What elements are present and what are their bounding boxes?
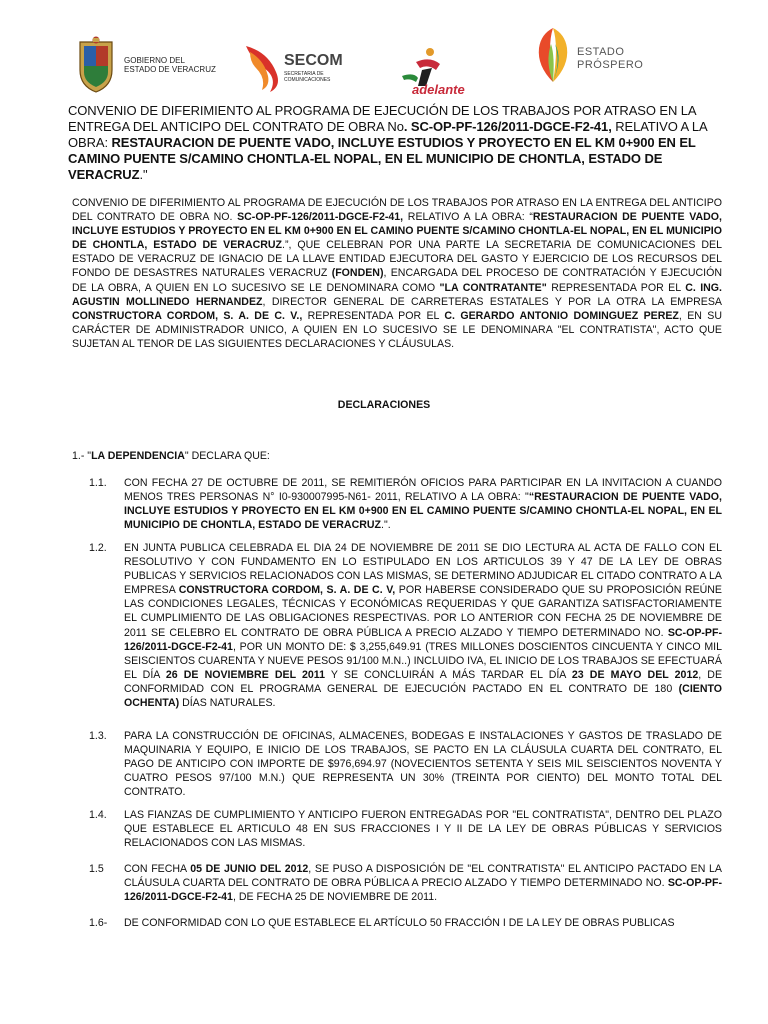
item-text-3: , POR UN MONTO DE: $ 3,255,649.91 (TRES MILLONES DOSCIENTOS CINCUENTA Y CINCO MIL SEISCIENTOS CUARENTA Y NUEVE PESOS 91/100 M.N..) INCLUIDO IVA, EL INICIO DE LOS TRABAJOS SE EFECTUARÁ EL DÍA [124,640,722,681]
item-number: 1.1. [89,477,107,489]
item-number: 1.2. [89,542,107,554]
intro-text-2: RELATIVO A LA OBRA: “ [403,211,533,224]
item-bold-1: CONSTRUCTORA CORDOM, S. A. DE C. V, [178,584,396,597]
item-text-1: CON FECHA 27 DE OCTUBRE DE 2011, SE REMITIERÓN OFICIOS PARA PARTICIPAR EN LA INVITACION A CUANDO MENOS TRES PERSONAS N° I0-930007995-N61- 2011, RELATIVO A LA OBRA: " [124,477,722,504]
item-bold-5: (CIENTO OCHENTA) [124,682,722,710]
title-contract-number: . SC-OP-PF-126/2011-DGCE-F2-41, [403,119,612,134]
item-bold-1: “RESTAURACION DE PUENTE VADO, INCLUYE ESTUDIOS Y PROYECTO EN EL KM 0+900 EN EL CAMINO PUENTE S/CAMINO CHONTLA-EL NOPAL, EN EL MUNICIPIO DE CHONTLA, ESTADO DE VERACRUZ [124,491,722,532]
prospero-logo-line1: ESTADO [577,46,625,58]
item-bold-3: 26 DE NOVIEMBRE DEL 2011 [165,668,325,681]
intro-text-6: , DIRECTOR GENERAL DE CARRETERAS ESTATALES Y POR LA OTRA LA EMPRESA [262,295,722,308]
item-text-4: Y SE CONCLUIRÁN A MÁS TARDAR EL DÍA [324,668,572,681]
item-text-6: DÍAS NATURALES. [179,697,276,710]
logo-header [0,18,768,98]
intro-bold-4: "LA CONTRATANTE" [439,281,547,294]
secom-logo-name: SECOM [284,52,343,69]
secom-logo [242,42,342,102]
estado-prospero-logo [533,26,653,92]
item-text-2: POR HABERSE CONSIDERADO QUE SU PROPOSICIÓN REÚNE LAS CONDICIONES LEGALES, TÉCNICAS Y ECONÓMICAS REQUERIDAS Y QUE GARANTIZA SATISFACTORIAMENTE EL CUMPLIMIENTO DE LAS OBLIGACIONES RESPECTIVAS. POR LO ANTERIOR CON FECHA 25 DE NOVIEMBRE DE 2011 SE CELEBRO EL CONTRATO DE OBRA PÚBLICA A PRECIO ALZADO Y TIEMPO DETERMINADO NO. [124,584,722,639]
item-text [124,862,722,904]
item-text-3: , DE FECHA 25 DE NOVIEMBRE DE 2011. [232,891,438,904]
prospero-leaf-icon [533,26,573,84]
declaraciones-heading: DECLARACIONES [337,399,431,411]
item-bold-4: 23 DE MAYO DEL 2012 [571,668,699,681]
adelante-logo [392,46,488,100]
intro-paragraph [72,196,722,351]
item-bold-2: SC-OP-PF-126/2011-DGCE-F2-41 [124,877,722,904]
item-bold-1: 05 DE JUNIO DEL 2012 [190,863,309,875]
secom-logo-line2: COMUNICACIONES [284,77,331,83]
item-number: 1.6- [89,917,108,929]
intro-bold-3: (FONDEN) [331,267,384,280]
item-bold-2: SC-OP-PF-126/2011-DGCE-F2-41 [124,626,722,653]
prospero-logo-line2: PRÓSPERO [577,59,644,71]
document-title [68,103,718,183]
intro-text-1: CONVENIO DE DIFERIMIENTO AL PROGRAMA DE EJECUCIÓN DE LOS TRABAJOS POR ATRASO EN LA ENTREGA DEL ANTICIPO DEL CONTRATO DE OBRA NO. [72,197,722,224]
item-text: LAS FIANZAS DE CUMPLIMIENTO Y ANTICIPO FUERON ENTREGADAS POR "EL CONTRATISTA", DENTRO DEL PLAZO QUE ESTABLECE EL ARTICULO 48 EN SUS FRACCIONES I Y II DE LA LEY DE OBRAS PÚBLICAS Y SERVICIOS RELACIONADOS CON LAS MISMAS. [124,809,722,850]
title-part3: RELATIVO A LA OBRA: [68,119,707,150]
intro-text-4: , ENCARGADA DEL PROCESO DE CONTRATACIÓN Y EJECUCIÓN DE LA OBRA, A QUIEN EN LO SUCESIVO SE LE DENOMINARA COMO [72,267,722,294]
sub-pre: 1.- " [72,450,92,462]
intro-text-3: .”, QUE CELEBRAN POR UNA PARTE LA SECRETARIA DE COMUNICACIONES DEL ESTADO DE VERACRUZ DE IGNACIO DE LA LLAVE ENTIDAD EJECUTORA DEL GASTO Y EJERCICIO DE LOS RECURSOS DEL FONDO DE DESASTRES NATURALES VERACRUZ [72,239,722,280]
item-number: 1.5 [89,863,104,875]
item-text [124,476,722,532]
item-text-5: , DE CONFORMIDAD CON EL PROGRAMA GENERAL DE EJECUCIÓN PACTADO EN EL CONTRATO DE 180 [124,668,723,695]
veracruz-logo-line2: ESTADO DE VERACRUZ [124,65,216,74]
adelante-logo-text: adelante [412,82,465,97]
veracruz-logo [74,36,234,96]
item-text: DE CONFORMIDAD CON LO QUE ESTABLECE EL ARTÍCULO 50 FRACCIÓN I DE LA LEY DE OBRAS PUBLICAS [124,917,675,929]
intro-bold-6: CONSTRUCTORA CORDOM, S. A. DE C. V., [72,309,303,322]
intro-text-5: REPRESENTADA POR EL [546,281,686,294]
intro-text-8: , EN SU CARÁCTER DE ADMINISTRADOR UNICO, A QUIEN EN LO SUCESIVO SE LE DENOMINARA "EL CONTRATISTA", ACTO QUE SUJETAN AL TENOR DE LAS SIGUIENTES DECLARACIONES Y CLÁUSULAS. [72,309,722,350]
intro-bold-7: C. GERARDO ANTONIO DOMINGUEZ PEREZ [444,309,679,322]
item-number: 1.4. [89,809,107,821]
title-work-name: RESTAURACION DE PUENTE VADO, INCLUYE ESTUDIOS Y PROYECTO EN EL KM 0+900 EN EL CAMINO PUENTE S/CAMINO CHONTLA-EL NOPAL, EN EL MUNICIPIO DE CHONTLA, ESTADO DE VERACRUZ [68,135,696,182]
item-number: 1.3. [89,730,107,742]
intro-bold-5: C. ING. AGUSTIN MOLLINEDO HERNANDEZ [72,281,722,308]
intro-bold-1: SC-OP-PF-126/2011-DGCE-F2-41, [237,211,404,224]
item-text [124,541,722,710]
veracruz-coat-of-arms-icon [74,36,118,94]
title-part5: ." [139,167,148,182]
intro-text-7: REPRESENTADA POR EL [302,309,445,322]
sub-post: " DECLARA QUE: [184,450,270,462]
item-text: PARA LA CONSTRUCCIÓN DE OFICINAS, ALMACENES, BODEGAS E INSTALACIONES Y GASTOS DE TRASLADO DE MAQUINARIA Y EQUIPO, E INICIO DE LOS TRABAJOS, SE PACTO EN LA CLÁUSULA CUARTA DEL CONTRATO, EL PAGO DE ANTICIPO CON IMPORTE DE $976,694.97 (NOVECIENTOS SETENTA Y SEIS MIL SEISCIENTOS NOVENTA Y CUATRO PESOS 97/100 M.N.) QUE REPRESENTA UN 30% (TREINTA POR CIENTO) DEL MONTO TOTAL DEL CONTRATO. [124,730,722,799]
intro-bold-2: RESTAURACION DE PUENTE VADO, INCLUYE ESTUDIOS Y PROYECTO EN EL KM 0+900 EN EL CAMINO PUENTE S/CAMINO CHONTLA-EL NOPAL, EN EL MUNICIPIO DE CHONTLA, ESTADO DE VERACRUZ [72,211,722,252]
dependencia-subheading [72,450,270,462]
secom-flame-icon [242,42,290,94]
item-text-1: EN JUNTA PUBLICA CELEBRADA EL DIA 24 DE NOVIEMBRE DE 2011 SE DIO LECTURA AL ACTA DE FALLO CON EL RESOLUTIVO Y CON FUNDAMENTO EN LO ESTIPULADO EN LOS ARTICULOS 39 Y 47 DE LA LEY DE OBRAS PUBLICAS Y SERVICIOS RELACIONADOS CON LAS MISMAS, SE DETERMINO ADJUDICAR EL CITADO CONTRATO A LA EMPRESA [124,542,722,597]
item-text-2: , SE PUSO A DISPOSICIÓN DE "EL CONTRATISTA" EL ANTICIPO PACTADO EN LA CLÁUSULA CUARTA DEL CONTRATO DE OBRA PÚBLICA A PRECIO ALZADO Y TIEMPO DETERMINADO NO. [124,863,722,890]
sub-bold: LA DEPENDENCIA [91,450,185,462]
secom-logo-line1: SECRETARIA DE [284,71,324,77]
veracruz-logo-line1: GOBIERNO DEL [124,56,185,65]
item-text-1: CON FECHA [124,863,191,875]
item-text-2: .". [381,519,391,532]
title-part1: CONVENIO DE DIFERIMIENTO AL PROGRAMA DE EJECUCIÓN DE LOS TRABAJOS POR ATRASO EN LA ENTREGA DEL ANTICIPO DEL CONTRATO DE OBRA No [68,103,696,134]
